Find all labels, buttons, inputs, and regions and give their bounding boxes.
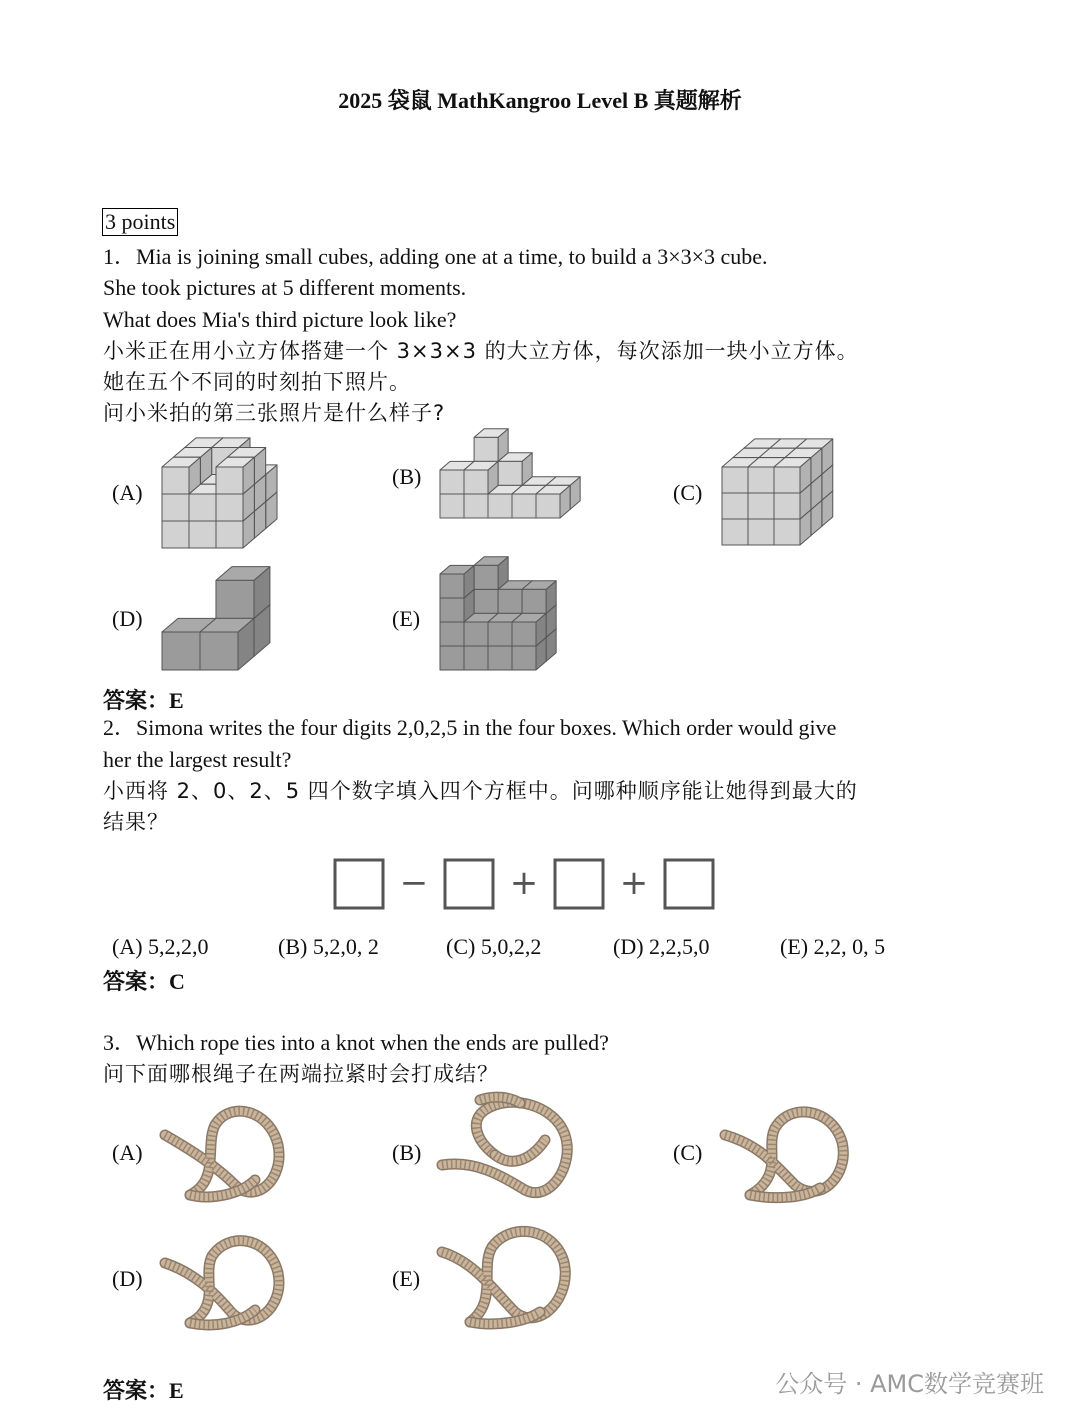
q1-text-en-2: She took pictures at 5 different moments. xyxy=(103,275,467,300)
q1-text-en-1: 1．Mia is joining small cubes, adding one at a time, to build a 3×3×3 cube. xyxy=(103,244,768,269)
cube-front-face xyxy=(216,494,243,521)
q3-option-c-label: (C) xyxy=(673,1140,703,1165)
cube-front-face xyxy=(464,494,488,518)
q2-text-en-2: her the largest result? xyxy=(103,747,292,772)
cube-front-face xyxy=(440,622,464,646)
q2-option-d: (D) 2,2,5,0 xyxy=(613,934,710,959)
q1-option-b-label: (B) xyxy=(392,464,422,489)
cube-front-face xyxy=(512,646,536,670)
cube-front-face xyxy=(162,521,189,548)
cube-front-face xyxy=(474,437,498,461)
cube-front-face xyxy=(536,494,560,518)
cube-front-face xyxy=(200,632,238,670)
q2-option-a: (A) 5,2,2,0 xyxy=(112,934,209,959)
cube-front-face xyxy=(189,521,216,548)
q2-answer: 答案：C xyxy=(103,969,185,994)
q2-option-c: (C) 5,0,2,2 xyxy=(446,934,542,959)
cube-front-face xyxy=(440,598,464,622)
box-expression xyxy=(330,855,720,915)
q2-text-cn-2: 结果？ xyxy=(103,810,169,834)
digit-box-3 xyxy=(555,860,603,908)
rope-strand-1-outline xyxy=(725,1112,843,1195)
cube-front-face xyxy=(722,493,748,519)
cube-front-face xyxy=(488,494,512,518)
q1-option-a-label: (A) xyxy=(112,480,143,505)
q1-option-e-label: (E) xyxy=(392,606,421,631)
rope-figure-d xyxy=(160,1228,290,1333)
q1-option-d-label: (D) xyxy=(112,606,143,631)
cube-front-face xyxy=(189,494,216,521)
minus-operator: − xyxy=(399,863,429,903)
rope-strand-1 xyxy=(442,1231,565,1322)
rope-figure-e xyxy=(440,1222,575,1332)
page-title: 2025 袋鼠 MathKangroo Level B 真题解析 xyxy=(338,88,742,113)
cube-front-face xyxy=(464,622,488,646)
q1-text-cn-3: 问小米拍的第三张照片是什么样子? xyxy=(103,401,446,425)
cube-front-face xyxy=(464,470,488,494)
cube-front-face xyxy=(440,470,464,494)
cube-front-face xyxy=(440,574,464,598)
plus-operator-2: + xyxy=(619,863,649,903)
cube-front-face xyxy=(748,467,774,493)
plus-operator-1: + xyxy=(509,863,539,903)
q1-answer: 答案：E xyxy=(103,688,184,713)
q1-option-c-label: (C) xyxy=(673,480,703,505)
cube-front-face xyxy=(216,467,243,494)
q3-option-b-label: (B) xyxy=(392,1140,422,1165)
cube-figure-e xyxy=(430,560,580,680)
q2-option-e: (E) 2,2, 0, 5 xyxy=(780,934,886,959)
cube-front-face xyxy=(722,519,748,545)
q2-text-en-1: 2．Simona writes the four digits 2,0,2,5 in the four boxes. Which order would give xyxy=(103,715,837,740)
cube-front-face xyxy=(488,622,512,646)
digit-box-4 xyxy=(665,860,713,908)
cube-front-face xyxy=(722,467,748,493)
cube-figure-c xyxy=(710,440,860,560)
q3-text-cn: 问下面哪根绳子在两端拉紧时会打成结？ xyxy=(103,1062,499,1086)
cube-front-face xyxy=(474,589,498,613)
q3-option-e-label: (E) xyxy=(392,1266,421,1291)
cube-front-face xyxy=(488,646,512,670)
q1-text-en-3: What does Mia's third picture look like? xyxy=(103,307,457,332)
cube-figure-d xyxy=(150,570,300,680)
rope-figure-a xyxy=(160,1100,290,1205)
rope-figure-c xyxy=(720,1100,855,1205)
q2-option-b: (B) 5,2,0, 2 xyxy=(278,934,379,959)
q3-option-a-label: (A) xyxy=(112,1140,143,1165)
cube-front-face xyxy=(498,589,522,613)
cube-front-face xyxy=(464,646,488,670)
cube-front-face xyxy=(512,622,536,646)
digit-box-2 xyxy=(445,860,493,908)
q3-answer: 答案：E xyxy=(103,1378,184,1403)
q3-text-en: 3．Which rope ties into a knot when the ends are pulled? xyxy=(103,1030,609,1055)
cube-front-face xyxy=(748,519,774,545)
cube-front-face xyxy=(774,519,800,545)
cube-front-face xyxy=(162,632,200,670)
cube-front-face xyxy=(748,493,774,519)
rope-figure-b xyxy=(440,1095,575,1205)
cube-front-face xyxy=(440,646,464,670)
cube-front-face xyxy=(162,494,189,521)
cube-front-face xyxy=(498,461,522,485)
cube-front-face xyxy=(774,467,800,493)
cube-figure-a xyxy=(150,430,300,560)
q2-text-cn-1: 小西将 2、0、2、5 四个数字填入四个方框中。问哪种顺序能让她得到最大的 xyxy=(103,779,858,803)
q3-option-d-label: (D) xyxy=(112,1266,143,1291)
cube-front-face xyxy=(474,565,498,589)
digit-box-1 xyxy=(335,860,383,908)
cube-front-face xyxy=(512,494,536,518)
q1-text-cn-2: 她在五个不同的时刻拍下照片。 xyxy=(103,370,411,394)
cube-front-face xyxy=(774,493,800,519)
cube-front-face xyxy=(162,467,189,494)
q1-text-cn-1: 小米正在用小立方体搭建一个 3×3×3 的大立方体，每次添加一块小立方体。 xyxy=(103,339,859,363)
cube-figure-b xyxy=(430,430,580,530)
rope-strand-1-outline xyxy=(165,1241,279,1323)
cube-front-face xyxy=(440,494,464,518)
cube-front-face xyxy=(216,580,254,618)
points-badge: 3 points xyxy=(102,208,178,236)
watermark: 公众号 · AMC数学竞赛班 xyxy=(775,1370,1044,1398)
cube-front-face xyxy=(522,589,546,613)
cube-front-face xyxy=(216,521,243,548)
